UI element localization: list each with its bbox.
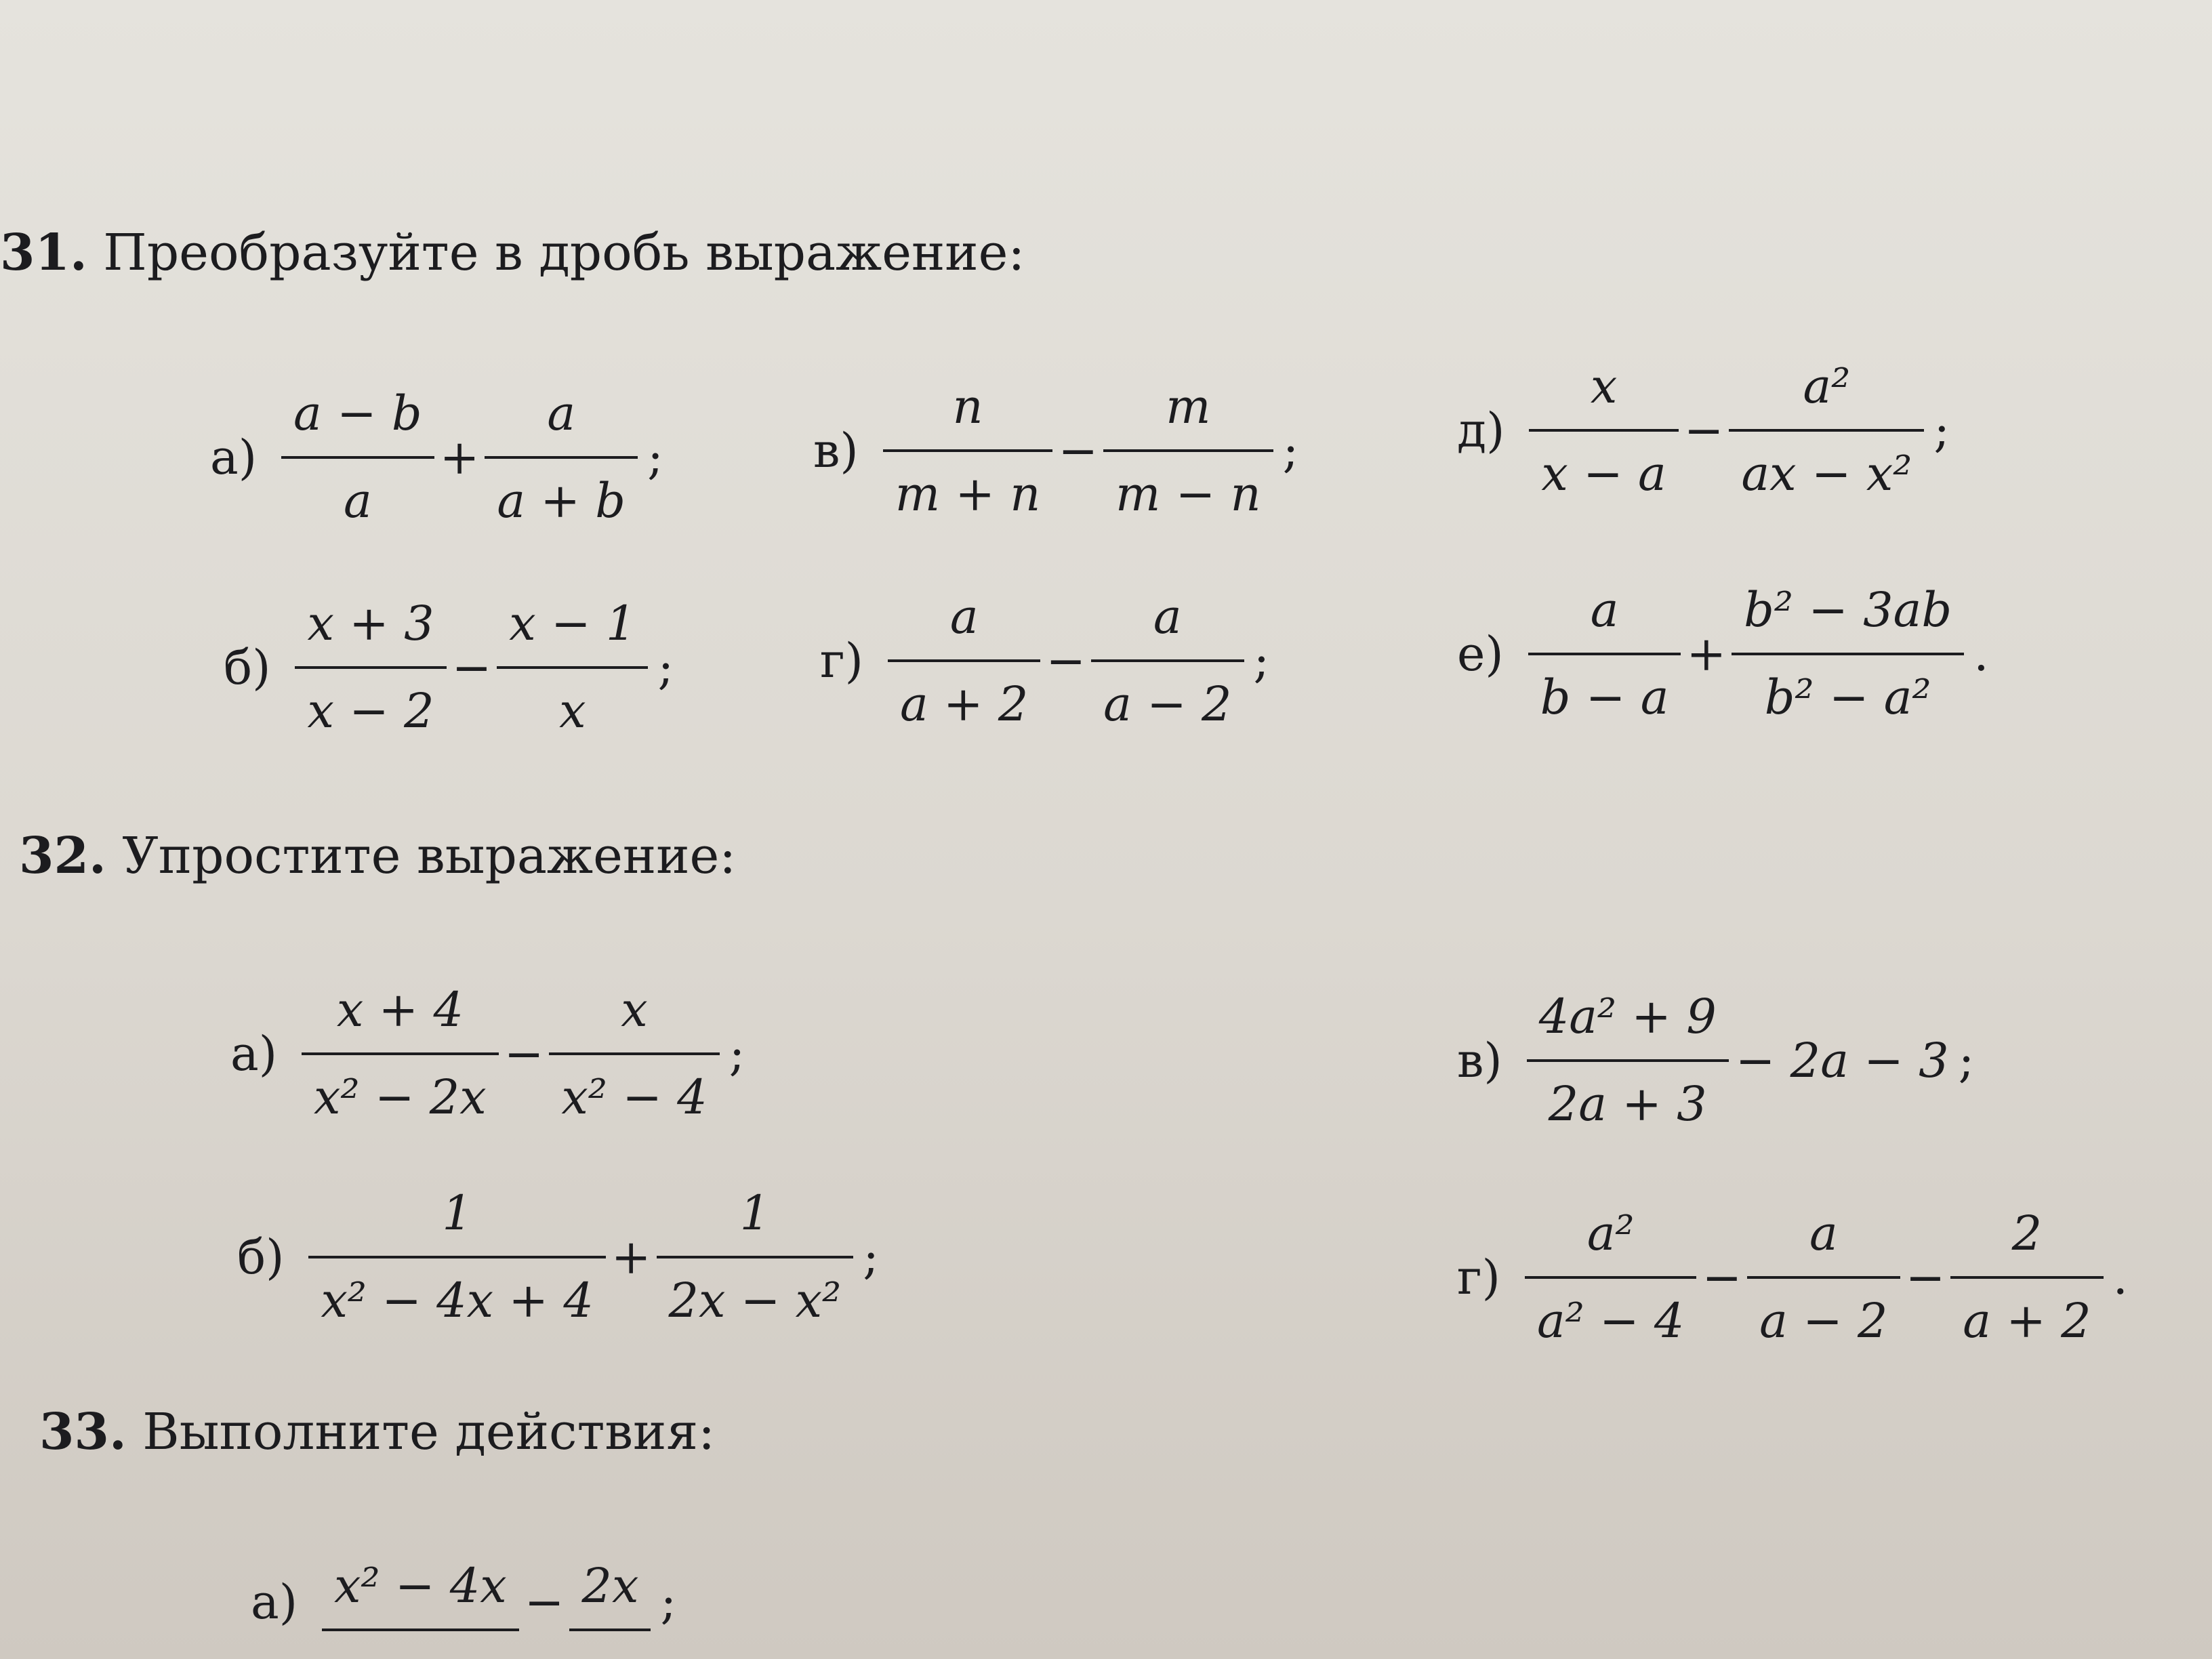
fraction: $\frac{\text{a²}}{\text{ax − x²}}$ xyxy=(1729,359,1924,501)
task-32-item-v: в) $\frac{\text{4a² + 9}}{2a + 3}$ − 2a − 3 ; xyxy=(1457,989,1975,1132)
fraction: $\frac{x - 1}{x}$ xyxy=(497,596,648,738)
fraction: $\frac{1}{\text{2x − x²}}$ xyxy=(657,1186,854,1328)
task-31-item-e: е) $\frac{a}{b - a}$ + $\frac{\text{b² − 3ab}}{\text{b² − a²}}$ . xyxy=(1457,582,1989,725)
fraction: 2x xyxy=(569,1559,651,1646)
task-32-item-b: б) $\frac{1}{\text{x² − 4x + 4}}$ + $\frac{1}{\text{2x − x²}}$ ; xyxy=(237,1185,879,1328)
task-31-item-g: г) $\frac{a}{a + 2}$ − $\frac{a}{a - 2}$ ; xyxy=(820,589,1270,732)
task-32-header: 32. Упростите выражение: xyxy=(19,827,737,885)
fraction: x² − 4x xyxy=(322,1559,519,1646)
task-32-item-g: г) $\frac{\text{a²}}{\text{a² − 4}}$ − $\frac{a}{a - 2}$ − $\frac{2}{a + 2}$ . xyxy=(1457,1206,2128,1349)
task-32-title: Упростите выражение: xyxy=(122,827,737,885)
fraction: $\frac{a}{a + 2}$ xyxy=(888,590,1040,731)
fraction: $\frac{\text{b² − 3ab}}{\text{b² − a²}}$ xyxy=(1732,583,1964,724)
task-33-item-a: а) x² − 4x − 2x ; xyxy=(251,1559,676,1646)
fraction: $\frac{\text{4a² + 9}}{2a + 3}$ xyxy=(1527,989,1729,1131)
task-33-header: 33. Выполните действия: xyxy=(39,1403,715,1461)
fraction: $\frac{x}{x - a}$ xyxy=(1529,359,1678,501)
fraction: $\frac{a - b}{a}$ xyxy=(281,386,434,528)
task-31-item-d: д) $\frac{x}{x - a}$ − $\frac{\text{a²}}{\text{ax − x²}}$ ; xyxy=(1457,359,1950,501)
task-31-item-v: в) $\frac{n}{m + n}$ − $\frac{m}{m - n}$ ; xyxy=(813,379,1299,522)
fraction: $\frac{1}{\text{x² − 4x + 4}}$ xyxy=(308,1186,605,1328)
fraction: $\frac{x}{\text{x² − 4}}$ xyxy=(549,983,719,1124)
fraction: $\frac{m}{m - n}$ xyxy=(1103,380,1273,521)
task-31-title: Преобразуйте в дробь выражение: xyxy=(103,224,1025,282)
task-32-item-a: а) $\frac{x + 4}{\text{x² − 2x}}$ − $\frac{x}{\text{x² − 4}}$ ; xyxy=(230,982,745,1125)
task-31-header: 31. Преобразуйте в дробь выражение: xyxy=(0,224,1025,282)
fraction: $\frac{2}{a + 2}$ xyxy=(1950,1206,2103,1348)
fraction: $\frac{x + 3}{x - 2}$ xyxy=(295,596,446,738)
task-33-title: Выполните действия: xyxy=(142,1403,715,1461)
fraction: $\frac{a}{b - a}$ xyxy=(1528,583,1681,724)
fraction: $\frac{a}{a + b}$ xyxy=(485,386,638,528)
fraction: $\frac{n}{m + n}$ xyxy=(883,380,1053,521)
fraction: $\frac{\text{a²}}{\text{a² − 4}}$ xyxy=(1525,1206,1697,1348)
task-31-item-b: б) $\frac{x + 3}{x - 2}$ − $\frac{x - 1}{x}$ ; xyxy=(224,596,674,739)
task-31-item-a: а) $\frac{a - b}{a}$ + $\frac{a}{a + b}$ ; xyxy=(210,386,663,529)
fraction: $\frac{a}{a - 2}$ xyxy=(1747,1206,1900,1348)
fraction: $\frac{x + 4}{\text{x² − 2x}}$ xyxy=(302,983,499,1124)
fraction: $\frac{a}{a - 2}$ xyxy=(1091,590,1244,731)
